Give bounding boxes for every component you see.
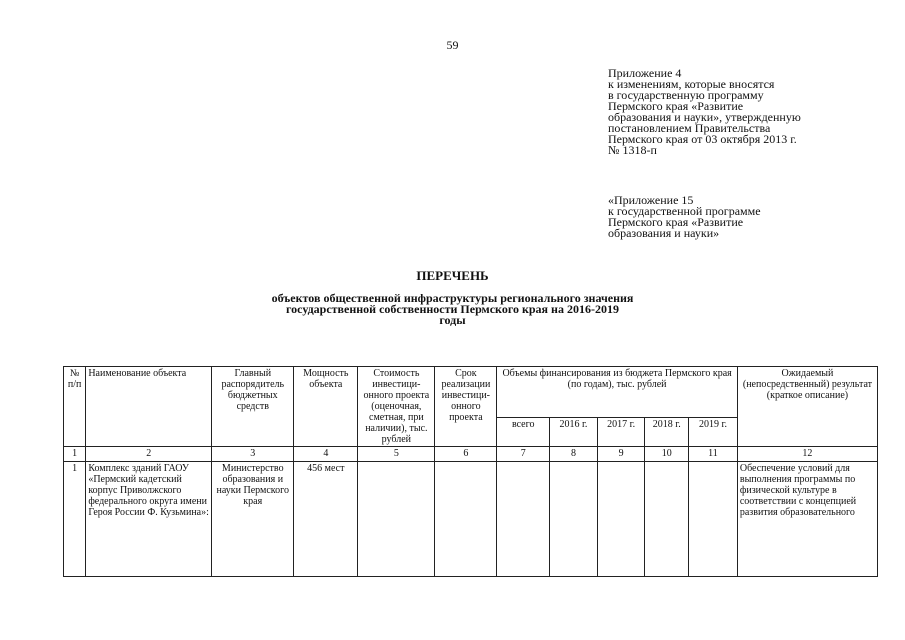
appendix-line: Пермского края от 03 октября 2013 г. [608, 132, 797, 146]
column-number: 3 [212, 447, 294, 462]
document-subtitle [0, 293, 905, 326]
header-2018: 2018 г. [645, 418, 689, 447]
row-name: Комплекс зданий ГАОУ «Пермский кадетский корпус Приволжского федерального округа имени Героя России Ф. Кузьмина»: [86, 462, 212, 577]
annex-line: образования и науки» [608, 226, 720, 240]
appendix-line: Пермского края «Развитие [608, 99, 744, 113]
row-2017 [597, 462, 645, 577]
annex-line: «Приложение 15 [608, 193, 694, 207]
appendix-line: постановлением Правительства [608, 121, 771, 135]
appendix-line: № 1318-п [608, 143, 657, 157]
row-result: Обеспечение условий для выполнения программы по физической культуре в соответствии с концепцией развития образовательного [737, 462, 877, 577]
appendix-line: в государственную программу [608, 88, 764, 102]
row-manager: Министерство образования и науки Пермского края [212, 462, 294, 577]
document-title: ПЕРЕЧЕНЬ [416, 268, 489, 283]
header-2017: 2017 г. [597, 418, 645, 447]
column-number: 4 [294, 447, 358, 462]
annex-note [608, 195, 761, 239]
column-number: 8 [550, 447, 598, 462]
row-2018 [645, 462, 689, 577]
row-num: 1 [64, 462, 86, 577]
column-number: 2 [86, 447, 212, 462]
row-cost [358, 462, 435, 577]
row-capacity: 456 мест [294, 462, 358, 577]
header-result: Ожидаемый (непосредственный) результат (краткое описание) [737, 367, 877, 447]
column-number: 1 [64, 447, 86, 462]
subtitle-line: годы [439, 313, 466, 327]
header-funding: Объемы финансирования из бюджета Пермского края (по годам), тыс. рублей [497, 367, 738, 418]
subtitle-line: объектов общественной инфраструктуры регионального значения [271, 291, 634, 305]
column-number: 12 [737, 447, 877, 462]
page-number: 59 [446, 38, 459, 52]
header-capacity: Мощность объекта [294, 367, 358, 447]
subtitle-line: государственной собственности Пермского края на 2016-2019 [286, 302, 619, 316]
column-number: 7 [497, 447, 550, 462]
column-number: 9 [597, 447, 645, 462]
header-term: Срок реализации инвестици-онного проекта [435, 367, 497, 447]
row-2016 [550, 462, 598, 577]
row-2019 [689, 462, 738, 577]
annex-line: Пермского края «Развитие [608, 215, 744, 229]
appendix-line: к изменениям, которые вносятся [608, 77, 775, 91]
header-2019: 2019 г. [689, 418, 738, 447]
column-number: 10 [645, 447, 689, 462]
header-num: № п/п [64, 367, 86, 447]
appendix-line: образования и науки», утвержденную [608, 110, 801, 124]
header-cost: Стоимость инвестици-онного проекта (оценочная, сметная, при наличии), тыс. рублей [358, 367, 435, 447]
header-total: всего [497, 418, 550, 447]
column-number: 6 [435, 447, 497, 462]
table-row [64, 462, 878, 577]
header-2016: 2016 г. [550, 418, 598, 447]
column-number: 11 [689, 447, 738, 462]
header-manager: Главный распорядитель бюджетных средств [212, 367, 294, 447]
header-name: Наименование объекта [86, 367, 212, 447]
objects-table [63, 366, 878, 577]
column-number: 5 [358, 447, 435, 462]
appendix-note [608, 68, 801, 156]
row-term [435, 462, 497, 577]
table-header-row [64, 367, 878, 418]
row-total [497, 462, 550, 577]
annex-line: к государственной программе [608, 204, 761, 218]
column-number-row [64, 447, 878, 462]
appendix-line: Приложение 4 [608, 66, 682, 80]
